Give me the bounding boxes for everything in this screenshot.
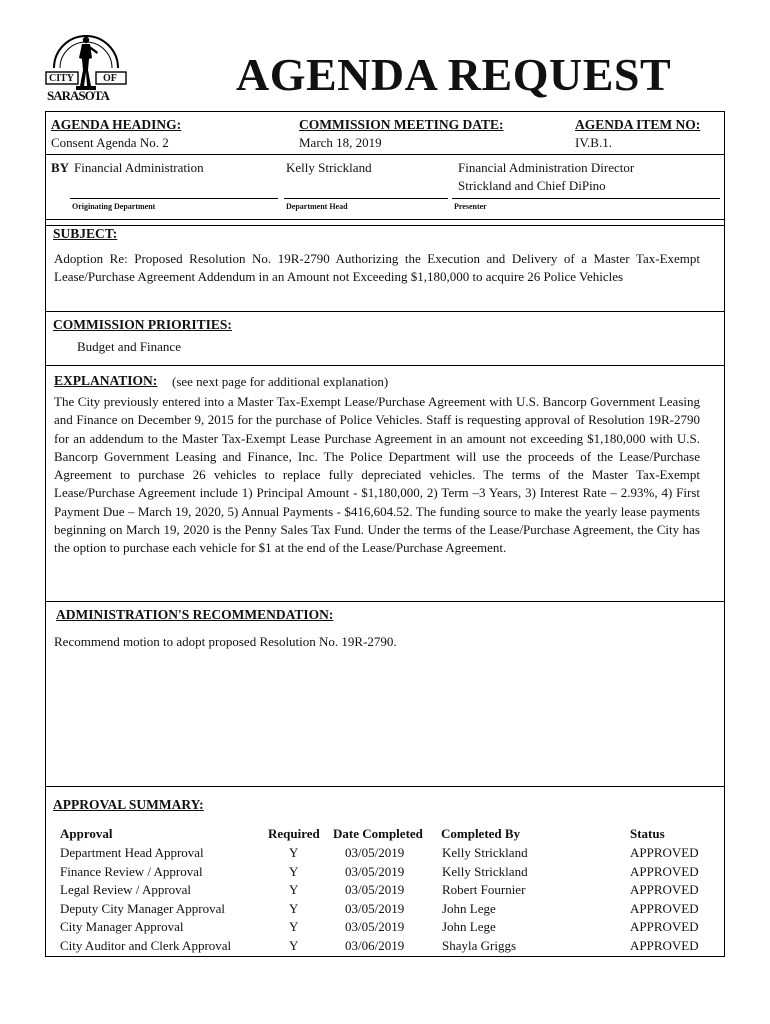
approval-summary-label: APPROVAL SUMMARY: bbox=[53, 797, 204, 812]
approval-required: Y bbox=[289, 900, 299, 916]
approval-completed-by: Robert Fournier bbox=[442, 882, 526, 897]
approval-status: APPROVED bbox=[630, 882, 699, 897]
by-label: BY bbox=[51, 160, 70, 175]
table-row bbox=[46, 901, 726, 920]
item-no-value: IV.B.1. bbox=[575, 135, 612, 150]
approval-status: APPROVED bbox=[630, 863, 699, 879]
approval-name: Deputy City Manager Approval bbox=[60, 900, 225, 916]
agenda-header-box bbox=[45, 111, 725, 226]
priorities-box bbox=[45, 311, 725, 366]
explanation-text: The City previously entered into a Master Tax-Exempt Lease/Purchase Agreement with U.S. Bancorp Government Leasing and Finance on December 9, 2015 for the purchase of Police Vehicles. Staff is requesting approval of Resolution 19R-2790 for an addendum to the Master Tax-Exempt Lease Purchase Agreement in an amount not exceeding $1,180,000 with U.S. Bancorp Government Leasing and Finance, Inc. The Police Department will use the proceeds of the Lease/Purchase Agreement to purchase 26 vehicles to replace fully depreciated vehicles. The terms of the Master Tax-Exempt Lease/Purchase Agreement include 1) Principal Amount - $1,180,000, 2) Term –3 Years, 3) Interest Rate – 2.93%, 4) First Payment Due – March 19, 2020, 5) Annual Payments - $416,604.52. The funding source to make the yearly lease payments beginning on March 19, 2020 is the Penny Sales Tax Fund. Under the terms of the Lease/Purchase Agreement, the City has the option to purchase each vehicle for $1 at the end of the Lease/Purchase Agreement. bbox=[54, 394, 700, 556]
approval-date: 03/05/2019 bbox=[345, 882, 405, 897]
table-row bbox=[46, 882, 726, 901]
approval-required: Y bbox=[289, 863, 299, 879]
caption-department-head: Department Head bbox=[286, 202, 348, 211]
department-underline bbox=[70, 198, 278, 199]
approval-completed-by: Kelly Strickland bbox=[442, 845, 528, 860]
approval-date: 03/05/2019 bbox=[345, 863, 405, 879]
explanation-label: EXPLANATION: bbox=[54, 373, 158, 388]
meeting-date-value: March 18, 2019 bbox=[299, 135, 382, 150]
city-of-sarasota-logo bbox=[44, 28, 130, 104]
recommendation-box bbox=[45, 601, 725, 787]
presenter-line-1: Financial Administration Director bbox=[458, 160, 635, 175]
logo-city-word: CITY bbox=[49, 73, 75, 84]
item-no-label: AGENDA ITEM NO: bbox=[575, 117, 701, 132]
page-title: AGENDA REQUEST bbox=[236, 49, 672, 100]
approval-required: Y bbox=[289, 937, 299, 953]
approval-name: Department Head Approval bbox=[60, 845, 204, 860]
table-row bbox=[46, 845, 726, 864]
subject-text: Adoption Re: Proposed Resolution No. 19R-2790 Authorizing the Execution and Delivery of a Master Tax-Exempt Lease/Purchase Agreement Addendum in an Amount not Exceeding $1,180,000 to acquire 26 Police Vehicles bbox=[54, 251, 700, 285]
agenda-heading-label: AGENDA HEADING: bbox=[51, 117, 182, 132]
column-completed-by: Completed By bbox=[441, 826, 521, 841]
approval-date: 03/05/2019 bbox=[345, 919, 405, 934]
approval-completed-by: Shayla Griggs bbox=[442, 937, 517, 953]
approval-status: APPROVED bbox=[630, 900, 699, 916]
column-approval: Approval bbox=[60, 826, 113, 841]
agenda-heading-value: Consent Agenda No. 2 bbox=[51, 135, 169, 150]
column-date-completed: Date Completed bbox=[333, 826, 423, 841]
approval-summary-box bbox=[45, 786, 725, 957]
approval-date: 03/05/2019 bbox=[345, 845, 405, 860]
explanation-box bbox=[45, 365, 725, 602]
priorities-text: Budget and Finance bbox=[77, 339, 181, 354]
approval-name: City Auditor and Clerk Approval bbox=[60, 937, 232, 953]
table-row bbox=[46, 919, 726, 938]
approval-name: City Manager Approval bbox=[60, 919, 184, 934]
department-head-value: Kelly Strickland bbox=[286, 160, 372, 175]
approval-required: Y bbox=[289, 919, 299, 934]
originating-department-value: Financial Administration bbox=[74, 160, 204, 175]
approval-completed-by: John Lege bbox=[442, 900, 496, 916]
explanation-note: (see next page for additional explanation) bbox=[172, 374, 389, 389]
table-row bbox=[46, 864, 726, 883]
subject-label: SUBJECT: bbox=[53, 226, 118, 241]
approval-name: Finance Review / Approval bbox=[60, 863, 203, 879]
presenter-underline bbox=[452, 198, 720, 199]
approval-name: Legal Review / Approval bbox=[60, 882, 192, 897]
logo-of-word: OF bbox=[103, 73, 117, 84]
approval-date: 03/06/2019 bbox=[345, 937, 405, 953]
priorities-label: COMMISSION PRIORITIES: bbox=[53, 317, 232, 332]
caption-originating-department: Originating Department bbox=[72, 202, 156, 211]
meeting-date-label: COMMISSION MEETING DATE: bbox=[299, 117, 504, 132]
approval-date: 03/05/2019 bbox=[345, 900, 405, 916]
recommendation-text: Recommend motion to adopt proposed Resolution No. 19R-2790. bbox=[54, 634, 397, 649]
recommendation-label: ADMINISTRATION'S RECOMMENDATION: bbox=[56, 607, 334, 622]
approval-completed-by: Kelly Strickland bbox=[442, 863, 528, 879]
subject-box bbox=[45, 219, 725, 312]
approval-required: Y bbox=[289, 882, 299, 897]
approval-status: APPROVED bbox=[630, 937, 699, 953]
column-status: Status bbox=[630, 826, 665, 841]
logo-name-word: SARASOTA bbox=[47, 88, 109, 103]
table-row bbox=[46, 938, 726, 957]
column-required: Required bbox=[268, 826, 320, 841]
approval-status: APPROVED bbox=[630, 845, 699, 860]
header-divider bbox=[46, 154, 724, 155]
presenter-line-2: Strickland and Chief DiPino bbox=[458, 178, 606, 193]
approval-status: APPROVED bbox=[630, 919, 699, 934]
approval-completed-by: John Lege bbox=[442, 919, 496, 934]
approval-table-header bbox=[46, 826, 726, 845]
caption-presenter: Presenter bbox=[454, 202, 487, 211]
head-underline bbox=[284, 198, 448, 199]
approval-required: Y bbox=[289, 845, 299, 860]
